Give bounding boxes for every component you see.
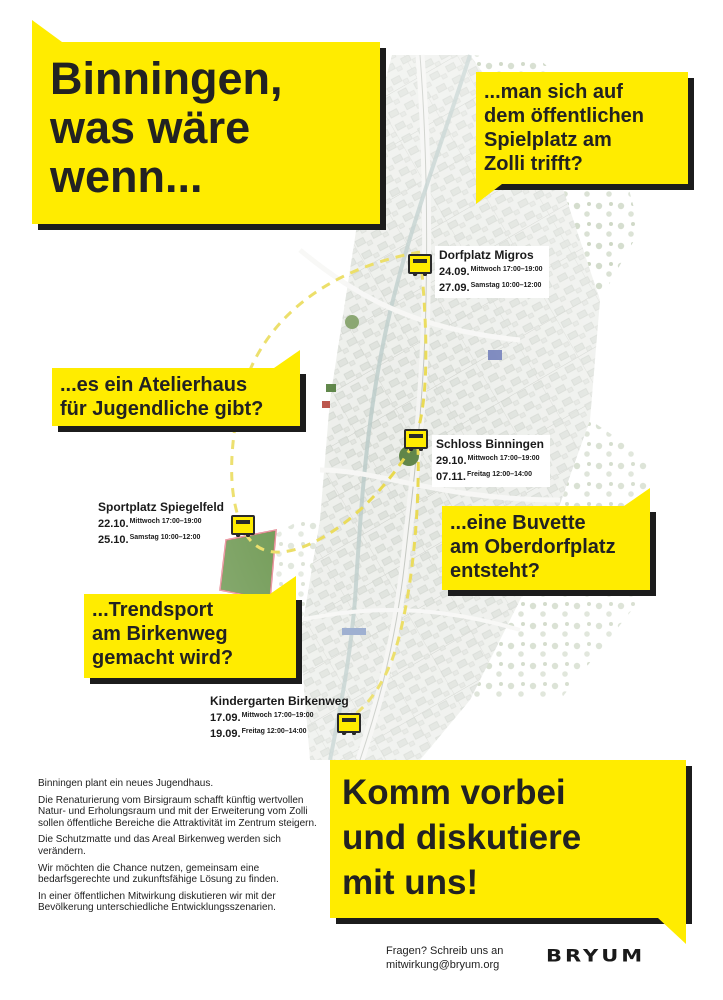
stop-date: 24.09.: [439, 266, 470, 278]
question-line: Spielplatz am: [484, 129, 612, 151]
cta-bubble: [330, 760, 686, 918]
bus-stop-icon: [408, 254, 432, 274]
question-line: Zolli trifft?: [484, 153, 583, 175]
question-line: ...es ein Atelierhaus: [60, 374, 248, 396]
info-paragraph: In einer öffentlichen Mitwirkung diskutieren wir mit der Bevölkerung unterschiedliche Entwicklungsszenarien.: [38, 890, 276, 914]
stop-name: Kindergarten Birkenweg: [210, 694, 349, 708]
headline-line: wenn...: [50, 151, 203, 202]
question-line: am Oberdorfplatz: [450, 536, 616, 558]
stop-time: Mittwoch 17:00–19:00: [470, 266, 543, 273]
cta-line: Komm vorbei: [342, 773, 566, 812]
cta-line: und diskutiere: [342, 818, 582, 857]
stop-name: Sportplatz Spiegelfeld: [98, 500, 225, 514]
question-line: ...eine Buvette: [450, 512, 586, 534]
stop-date: 17.09.: [210, 712, 241, 724]
bryum-logo: BRYUM: [546, 946, 646, 966]
stop-time: Mittwoch 17:00–19:00: [129, 518, 202, 525]
info-text: [38, 778, 328, 919]
stop-time: Mittwoch 17:00–19:00: [467, 455, 540, 462]
info-paragraph: Wir möchten die Chance nutzen, gemeinsam eine bedarfsgerechte und zukunftsfähige Lösung zu finden.: [38, 862, 279, 886]
stop-date: 22.10.: [98, 518, 129, 530]
stop-kindergarten: [206, 692, 355, 744]
stop-date: 07.11.: [436, 471, 466, 483]
headline-bubble: [32, 42, 380, 224]
question-bubble-trendsport: [84, 594, 296, 678]
stop-schloss: [432, 435, 550, 487]
question-line: ...Trendsport: [92, 599, 214, 621]
stop-sportplatz: [94, 498, 230, 550]
question-line: gemacht wird?: [92, 647, 234, 669]
stop-time: Samstag 10:00–12:00: [129, 534, 201, 541]
stop-time: Samstag 10:00–12:00: [470, 282, 542, 289]
bus-stop-icon: [231, 515, 255, 535]
question-bubble-zolli: [476, 72, 688, 184]
stop-date: 27.09.: [439, 282, 470, 294]
question-bubble-atelierhaus: [52, 368, 300, 426]
info-paragraph: Binningen plant ein neues Jugendhaus.: [38, 778, 214, 789]
cta-line: mit uns!: [342, 863, 479, 902]
stop-time: Mittwoch 17:00–19:00: [241, 712, 314, 719]
headline-line: Binningen,: [50, 53, 283, 104]
question-bubble-buvette: [442, 506, 650, 590]
question-line: ...man sich auf: [484, 81, 623, 103]
stop-time: Freitag 12:00–14:00: [466, 471, 532, 478]
stop-date: 25.10.: [98, 534, 129, 546]
contact-line: Fragen? Schreib uns an: [386, 945, 504, 957]
stop-date: 19.09.: [210, 728, 241, 740]
contact: [386, 944, 503, 972]
headline: [32, 42, 380, 201]
question-line: am Birkenweg: [92, 623, 228, 645]
question-line: dem öffentlichen: [484, 105, 645, 127]
contact-email[interactable]: mitwirkung@bryum.org: [386, 959, 500, 971]
headline-line: was wäre: [50, 102, 251, 153]
question-line: entsteht?: [450, 560, 540, 582]
bus-stop-icon: [404, 429, 428, 449]
stop-date: 29.10.: [436, 455, 467, 467]
stop-name: Schloss Binningen: [436, 437, 545, 451]
info-paragraph: Die Renaturierung vom Birsigraum schafft künftig wertvollen Natur- und Erholungsraum und mit der Erweiterung vom Zolli sollen öffentliche Bereiche die Attraktivität im Zentrum steigern.: [38, 794, 317, 829]
stop-dorfplatz: [435, 246, 549, 298]
stop-time: Freitag 12:00–14:00: [241, 728, 307, 735]
stop-name: Dorfplatz Migros: [439, 248, 534, 262]
question-line: für Jugendliche gibt?: [60, 398, 264, 420]
info-paragraph: Die Schutzmatte und das Areal Birkenweg werden sich verändern.: [38, 834, 281, 857]
